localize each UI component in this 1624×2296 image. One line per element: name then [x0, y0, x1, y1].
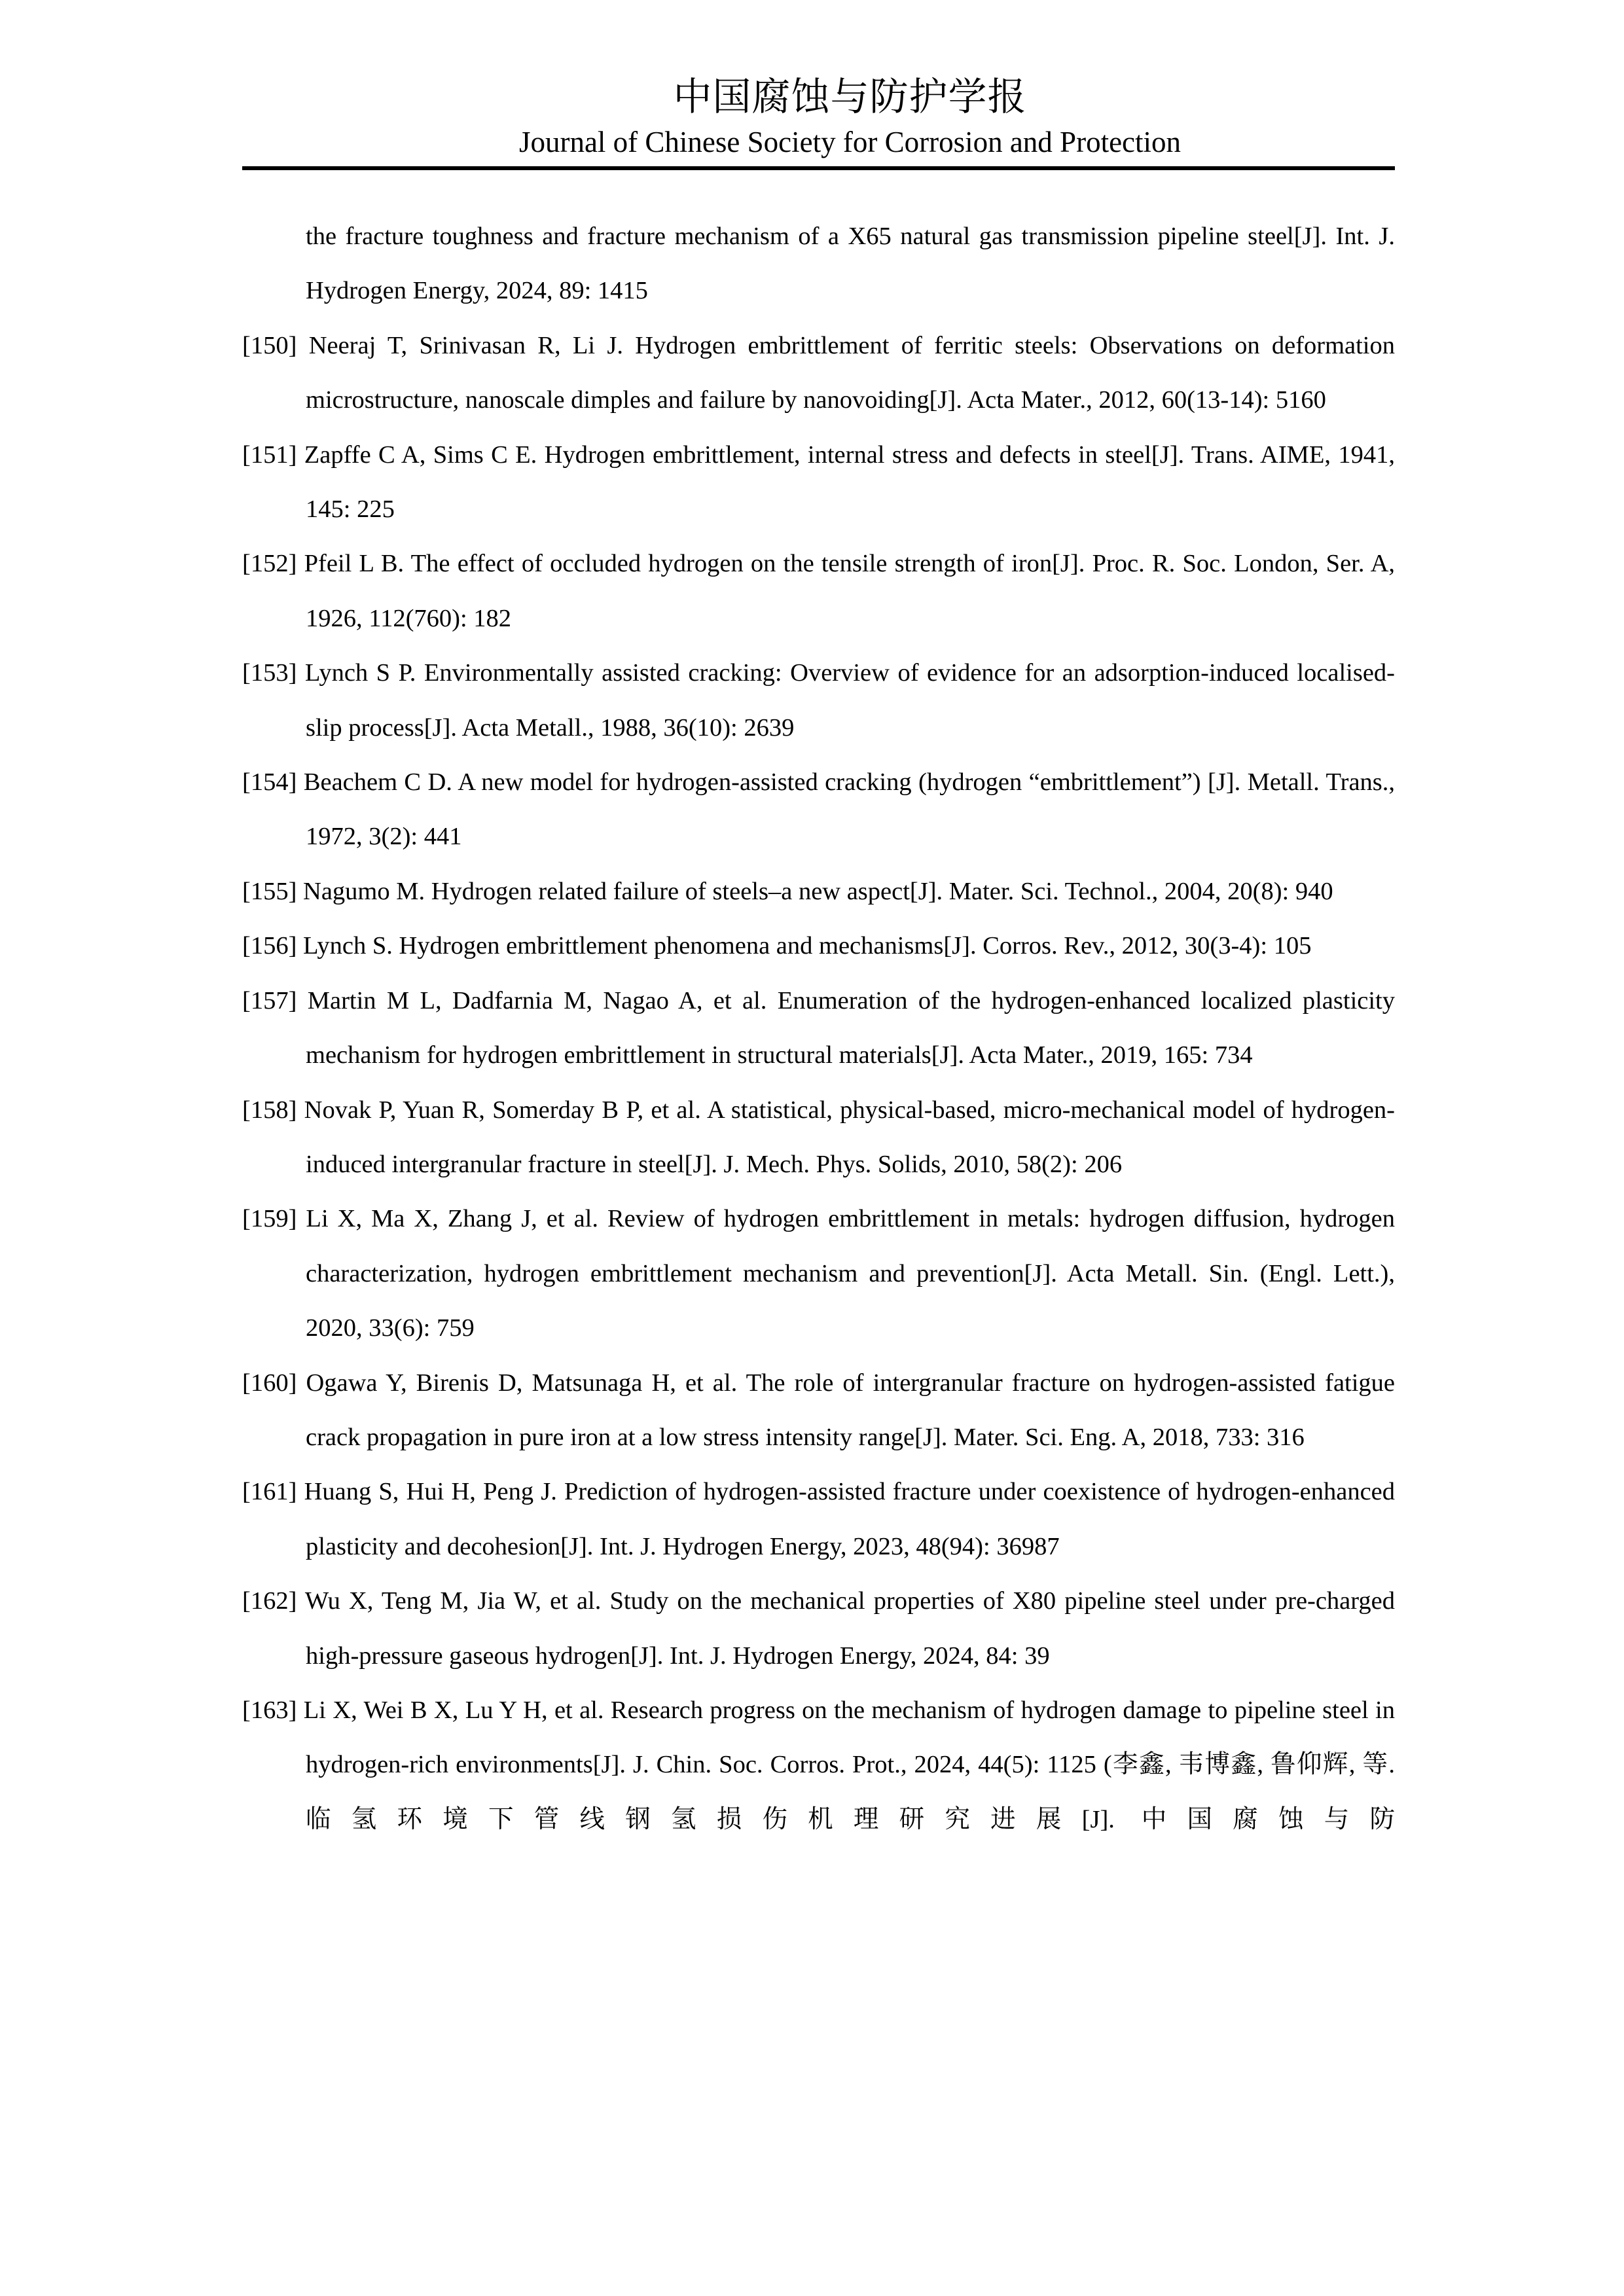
- reference-text: Li X, Wei B X, Lu Y H, et al. Research progress on the mechanism of hydrogen damage to pipeline steel in hydrogen-rich environments[J]. J. Chin. Soc. Corros. Prot., 2024, 44(5): 1125 (李鑫, 韦博鑫, 鲁仰辉, 等. 临氢环境下管线钢氢损伤机理研究进展[J]. 中国腐蚀与防: [303, 1696, 1396, 1833]
- reference-text: the fracture toughness and fracture mechanism of a X65 natural gas transmission pipeline steel[J]. Int. J. Hydrogen Energy, 2024, 89: 1415: [306, 223, 1395, 305]
- reference-text: Martin M L, Dadfarnia M, Nagao A, et al. Enumeration of the hydrogen-enhanced localized plasticity mechanism for hydrogen embrittlement in structural materials[J]. Acta Mater., 2019, 165: 734: [306, 986, 1396, 1069]
- reference-text: Beachem C D. A new model for hydrogen-assisted cracking (hydrogen “embrittlement”) [J]. Metall. Trans., 1972, 3(2): 441: [303, 768, 1396, 851]
- reference-entry: [242, 919, 1395, 973]
- reference-number: [156]: [242, 932, 297, 960]
- reference-text: Pfeil L B. The effect of occluded hydrogen on the tensile strength of iron[J]. Proc. R. Soc. London, Ser. A, 1926, 112(760): 182: [304, 550, 1396, 632]
- reference-text: Lynch S. Hydrogen embrittlement phenomena and mechanisms[J]. Corros. Rev., 2012, 30(3-4): 105: [303, 932, 1312, 960]
- reference-text: Zapffe C A, Sims C E. Hydrogen embrittlement, internal stress and defects in steel[J]. Trans. AIME, 1941, 145: 225: [304, 440, 1395, 524]
- reference-text: Li X, Ma X, Zhang J, et al. Review of hydrogen embrittlement in metals: hydrogen diffusion, hydrogen characterization, hydrogen embrittlement mechanism and prevention[J]. Acta Metall. Sin. (Engl. Lett.), 2020, 33(6): 759: [306, 1205, 1395, 1342]
- reference-text: Huang S, Hui H, Peng J. Prediction of hydrogen-assisted fracture under coexistence of hydrogen-enhanced plasticity and decohesion[J]. Int. J. Hydrogen Energy, 2023, 48(94): 36987: [304, 1478, 1396, 1560]
- reference-text: Ogawa Y, Birenis D, Matsunaga H, et al. The role of intergranular fracture on hydrogen-assisted fatigue crack propagation in pure iron at a low stress intensity range[J]. Mater. Sci. Eng. A, 2018, 733: 316: [306, 1369, 1396, 1451]
- reference-entry: [242, 1465, 1395, 1574]
- reference-number: [151]: [242, 440, 297, 469]
- reference-number: [150]: [242, 331, 297, 359]
- reference-list: [242, 209, 1395, 1847]
- reference-entry: [242, 1192, 1395, 1355]
- reference-number: [154]: [242, 768, 297, 797]
- reference-text: Lynch S P. Environmentally assisted cracking: Overview of evidence for an adsorption-induced localised-slip process[J]. Acta Metall., 1988, 36(10): 2639: [304, 659, 1395, 742]
- reference-number: [163]: [242, 1696, 297, 1724]
- reference-text: Wu X, Teng M, Jia W, et al. Study on the mechanical properties of X80 pipeline steel under pre-charged high-pressure gaseous hydrogen[J]. Int. J. Hydrogen Energy, 2024, 84: 39: [304, 1587, 1395, 1670]
- reference-entry: [242, 319, 1395, 428]
- reference-entry: [242, 1574, 1395, 1683]
- reference-entry: [242, 865, 1395, 919]
- header-rule: [242, 166, 1395, 170]
- reference-number: [160]: [242, 1369, 297, 1397]
- reference-text: Neeraj T, Srinivasan R, Li J. Hydrogen embrittlement of ferritic steels: Observations on deformation microstructure, nanoscale dimples and failure by nanovoiding[J]. Acta Mater., 2012, 60(13-14): 5160: [306, 331, 1396, 414]
- reference-entry: [242, 1683, 1395, 1847]
- reference-entry: [242, 1083, 1395, 1193]
- reference-entry: [242, 646, 1395, 755]
- journal-title-chinese: 中国腐蚀与防护学报: [673, 75, 1027, 118]
- reference-entry: [242, 428, 1395, 537]
- reference-entry: [242, 1356, 1395, 1465]
- reference-text: Nagumo M. Hydrogen related failure of steels–a new aspect[J]. Mater. Sci. Technol., 2004, 20(8): 940: [303, 877, 1333, 905]
- reference-number: [159]: [242, 1205, 297, 1233]
- reference-number: [158]: [242, 1096, 297, 1124]
- reference-entry: [242, 755, 1395, 865]
- reference-number: [161]: [242, 1478, 297, 1506]
- reference-number: [155]: [242, 877, 297, 905]
- reference-entry: [242, 537, 1395, 646]
- reference-number: [153]: [242, 659, 297, 687]
- reference-number: [162]: [242, 1587, 297, 1615]
- journal-title-english: Journal of Chinese Society for Corrosion and Protection: [518, 126, 1182, 158]
- reference-number: [157]: [242, 986, 297, 1014]
- reference-entry: [242, 209, 1395, 319]
- reference-text: Novak P, Yuan R, Somerday B P, et al. A statistical, physical-based, micro-mechanical model of hydrogen-induced intergranular fracture in steel[J]. J. Mech. Phys. Solids, 2010, 58(2): 206: [304, 1096, 1395, 1178]
- reference-number: [152]: [242, 550, 297, 578]
- reference-entry: [242, 974, 1395, 1083]
- journal-header: [38, 73, 1624, 160]
